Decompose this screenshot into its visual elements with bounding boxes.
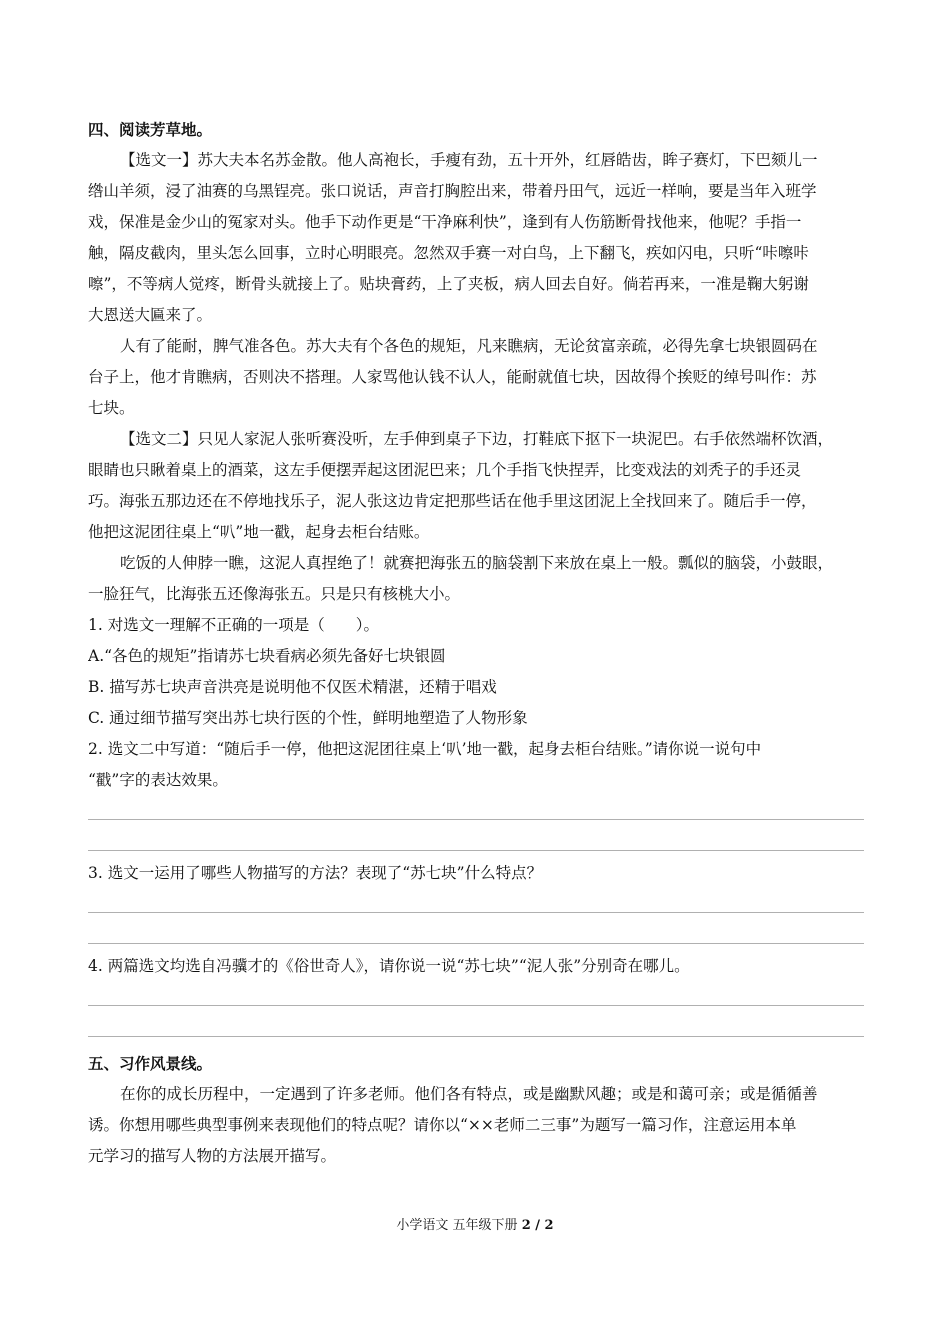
passage1-line: 戏，保准是金少山的冤家对头。他手下动作更是“干净麻利快”，逢到有人伤筋断骨找他来，他呢？手指一 bbox=[88, 213, 802, 231]
question-1-option-b: B. 描写苏七块声音洪亮是说明他不仅医术精湛，还精于唱戏 bbox=[88, 678, 497, 696]
passage1b-line: 台子上，他才肯瞧病，否则决不搭理。人家骂他认钱不认人，能耐就值七块，因故得个挨贬的绰号叫作：苏 bbox=[88, 368, 817, 386]
passage1-line: 【选文一】苏大夫本名苏金散。他人高袍长，手瘦有劲，五十开外，红唇皓齿，眸子赛灯，下巴颏儿一 bbox=[120, 151, 818, 169]
passage2-line: 眼睛也只瞅着桌上的酒菜，这左手便摆弄起这团泥巴来；几个手指飞快捏弄，比变戏法的刘秃子的手还灵 bbox=[88, 461, 802, 479]
question-2: “戳”字的表达效果。 bbox=[88, 771, 228, 789]
section4-title: 四、阅读芳草地。 bbox=[88, 120, 213, 139]
passage1b-line: 七块。 bbox=[88, 399, 135, 417]
passage2-line: 【选文二】只见人家泥人张听赛没听，左手伸到桌子下边，打鞋底下抠下一块泥巴。右手依然端杯饮酒， bbox=[120, 430, 834, 448]
answer-line[interactable] bbox=[88, 827, 864, 858]
composition-prompt-line: 元学习的描写人物的方法展开描写。 bbox=[88, 1147, 337, 1165]
answer-line[interactable] bbox=[88, 889, 864, 920]
passage1-line: 嚓”，不等病人觉疼，断骨头就接上了。贴块膏药，上了夹板，病人回去自好。倘若再来，一准是鞠大躬谢 bbox=[88, 275, 809, 293]
passage2-line: 他把这泥团往桌上“叭”地一戳，起身去柜台结账。 bbox=[88, 523, 430, 541]
question-4: 4. 两篇选文均选自冯骥才的《俗世奇人》，请你说一说“苏七块”“泥人张”分别奇在哪儿。 bbox=[88, 957, 690, 975]
question-3: 3. 选文一运用了哪些人物描写的方法？表现了“苏七块”什么特点？ bbox=[88, 864, 543, 882]
passage2-line: 巧。海张五那边还在不停地找乐子，泥人张这边肯定把那些话在他手里这团泥上全找回来了。随后手一停， bbox=[88, 492, 817, 510]
question-1-option-c: C. 通过细节描写突出苏七块行医的个性，鲜明地塑造了人物形象 bbox=[88, 709, 528, 727]
section5-title: 五、习作风景线。 bbox=[88, 1054, 213, 1073]
question-1-option-a: A.“各色的规矩”指请苏七块看病必须先备好七块银圆 bbox=[88, 647, 446, 665]
composition-prompt-line: 在你的成长历程中，一定遇到了许多老师。他们各有特点，或是幽默风趣；或是和蔼可亲；或是循循善 bbox=[120, 1085, 818, 1103]
passage1-line: 触，隔皮截肉，里头怎么回事，立时心明眼亮。忽然双手赛一对白鸟，上下翻飞，疾如闪电，只听“咔嚓咔 bbox=[88, 244, 809, 262]
answer-line[interactable] bbox=[88, 920, 864, 951]
footer-page-number: 2 / 2 bbox=[521, 1218, 554, 1233]
answer-line[interactable] bbox=[88, 796, 864, 827]
footer-subject: 小学语文 五年级下册 bbox=[396, 1218, 518, 1233]
passage1b-line: 人有了能耐，脾气准各色。苏大夫有个各色的规矩，凡来瞧病，无论贫富亲疏，必得先拿七块银圆码在 bbox=[120, 337, 818, 355]
passage1-line: 大恩送大匾来了。 bbox=[88, 306, 213, 324]
question-2: 2. 选文二中写道：“随后手一停，他把这泥团往桌上‘叭’地一戳，起身去柜台结账。”请你说一说句中 bbox=[88, 740, 762, 758]
answer-line[interactable] bbox=[88, 982, 864, 1013]
passage1-line: 绺山羊须，浸了油赛的乌黑锃亮。张口说话，声音打胸腔出来，带着丹田气，远近一样响，要是当年入班学 bbox=[88, 182, 817, 200]
page-content bbox=[88, 114, 864, 1172]
question-1: 1. 对选文一理解不正确的一项是（ ）。 bbox=[88, 616, 379, 634]
composition-prompt-line: 诱。你想用哪些典型事例来表现他们的特点呢？请你以“××老师二三事”为题写一篇习作，注意运用本单 bbox=[88, 1116, 797, 1134]
page-footer bbox=[0, 1214, 950, 1233]
passage2b-line: 一脸狂气，比海张五还像海张五。只是只有核桃大小。 bbox=[88, 585, 461, 603]
passage2b-line: 吃饭的人伸脖一瞧，这泥人真捏绝了！就赛把海张五的脑袋割下来放在桌上一般。瓢似的脑袋，小鼓眼， bbox=[120, 554, 834, 572]
answer-line[interactable] bbox=[88, 1013, 864, 1044]
